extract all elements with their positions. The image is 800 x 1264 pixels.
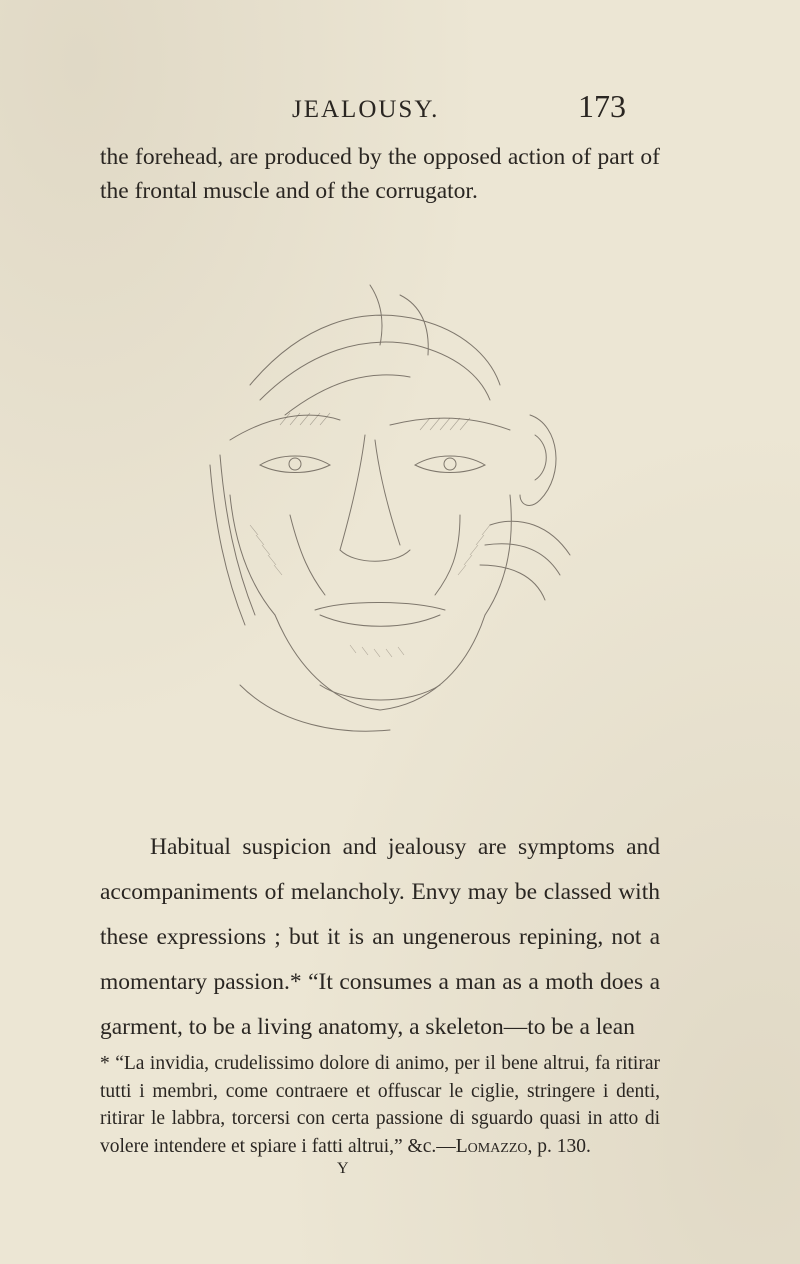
footnote-text: * “La invidia, crudelissimo dolore di animo, per il bene altrui, fa ritirar tutti i membri, come contraere et offuscar le ciglie, stringere i denti, ritirar le labbra, torcersi con certa passione di sguardo quasi in atto di volere intendere et spiare i fatti altrui,” &c.—: [100, 1053, 660, 1157]
footnote-author: Lomazzo: [455, 1135, 528, 1157]
running-head: JEALOUSY.: [292, 96, 440, 123]
printer-signature: Y: [337, 1160, 352, 1177]
page-header: [0, 88, 800, 136]
page-number: 173: [578, 88, 626, 124]
footnote-page-ref: , p. 130.: [527, 1135, 591, 1157]
paragraph-main-text: Habitual suspicion and jealousy are symptoms and accompaniments of melancholy. Envy may be classed with these expressions ; but it is an ungenerous repining, not a momentary passion.* “It consumes a man as a moth does a garment, to be a living anatomy, a skeleton—to be a lean: [100, 834, 660, 1040]
paragraph-continuation: the forehead, are produced by the opposed action of part of the frontal muscle and of the corrugator.: [100, 144, 660, 204]
footnote: [100, 1050, 660, 1160]
paragraph-main: [100, 825, 660, 1050]
engraved-face-illustration-icon: [190, 265, 580, 735]
